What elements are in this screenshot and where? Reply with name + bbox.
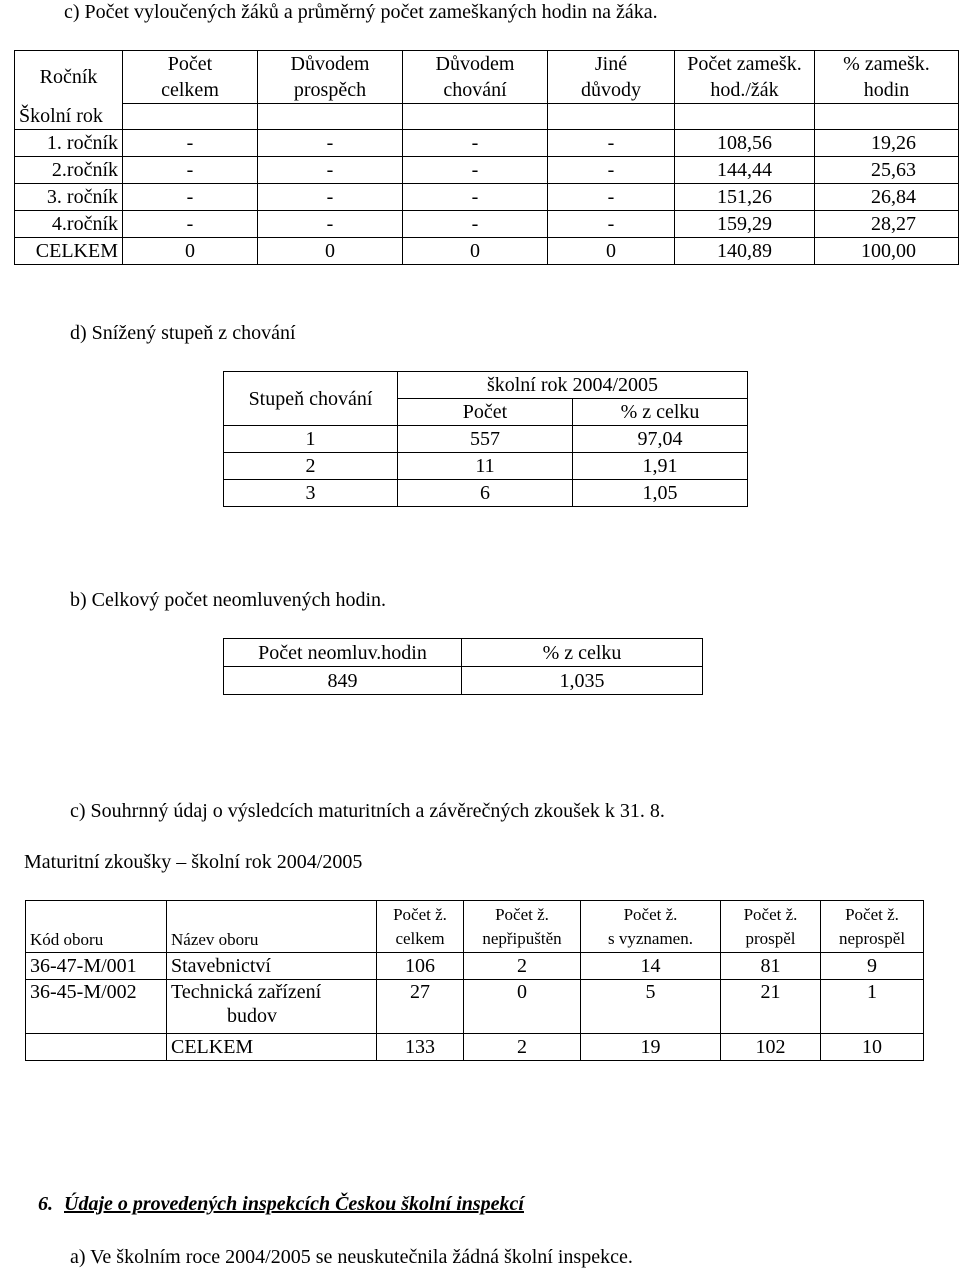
behavior-table: [223, 371, 748, 507]
table-header-row: [15, 51, 959, 104]
header-nazev-oboru: Název oboru: [167, 901, 377, 953]
cell: 106: [377, 953, 464, 980]
cell: 1,05: [573, 480, 748, 507]
cell: 9: [821, 953, 924, 980]
cell: Technická zařízení budov: [167, 980, 377, 1034]
cell: 97,04: [573, 426, 748, 453]
cell: 133: [377, 1034, 464, 1061]
header-proc-z-celku: % z celku: [573, 399, 748, 426]
cell: -: [548, 130, 675, 157]
header-pocet: Počet: [398, 399, 573, 426]
header-pocet-celkem: Počet ž. celkem: [377, 901, 464, 953]
section-b-heading: b) Celkový počet neomluvených hodin.: [70, 589, 387, 611]
cell: 36-47-M/001: [26, 953, 167, 980]
cell: 19,26: [815, 130, 959, 157]
cell: Stavebnictví: [167, 953, 377, 980]
cell: 1. ročník: [15, 130, 123, 157]
cell: -: [403, 211, 548, 238]
table-row: [15, 157, 959, 184]
header-rocnik: Ročník: [15, 51, 123, 104]
cell: 2.ročník: [15, 157, 123, 184]
cell: 19: [581, 1034, 721, 1061]
section-c2-subheading: Maturitní zkoušky – školní rok 2004/2005: [24, 851, 363, 873]
table-row: [26, 953, 924, 980]
table-row: [15, 211, 959, 238]
cell: -: [403, 130, 548, 157]
header-skolni-rok: Školní rok: [15, 104, 123, 130]
cell: 144,44: [675, 157, 815, 184]
cell: 28,27: [815, 211, 959, 238]
section-6-heading: [38, 1192, 524, 1216]
cell: 1: [821, 980, 924, 1034]
section-d-heading: d) Snížený stupeň z chování: [70, 322, 296, 344]
cell: 151,26: [675, 184, 815, 211]
cell: 2: [464, 953, 581, 980]
cell: -: [258, 157, 403, 184]
cell: CELKEM: [167, 1034, 377, 1061]
cell: 5: [581, 980, 721, 1034]
cell: 1,035: [462, 667, 703, 695]
cell: -: [123, 157, 258, 184]
header-pocet-nepripusten: Počet ž. nepřipuštěn: [464, 901, 581, 953]
cell: 2: [224, 453, 398, 480]
cell: 27: [377, 980, 464, 1034]
header-pocet-neprospel: Počet ž. neprospěl: [821, 901, 924, 953]
section-c-heading: c) Počet vyloučených žáků a průměrný počet zameškaných hodin na žáka.: [64, 1, 658, 23]
header-pocet-celkem: Počet celkem: [123, 51, 258, 104]
table-row: [15, 184, 959, 211]
header-pocet-zamesk: Počet zamešk. hod./žák: [675, 51, 815, 104]
table-row: [224, 453, 748, 480]
table-header-row: [15, 104, 959, 130]
cell: -: [403, 184, 548, 211]
header-duvodem-chovani: Důvodem chování: [403, 51, 548, 104]
cell: 140,89: [675, 238, 815, 265]
cell: 0: [548, 238, 675, 265]
cell: [26, 1034, 167, 1061]
table-row-total: [26, 1034, 924, 1061]
header-pocet-neomluv: Počet neomluv.hodin: [224, 639, 462, 667]
cell: -: [548, 157, 675, 184]
cell: 100,00: [815, 238, 959, 265]
cell: 25,63: [815, 157, 959, 184]
section-6-item-a: a) Ve školním roce 2004/2005 se neuskutečnila žádná školní inspekce.: [70, 1246, 633, 1268]
cell: 36-45-M/002: [26, 980, 167, 1034]
section-c2-heading: c) Souhrnný údaj o výsledcích maturitních a závěrečných zkoušek k 31. 8.: [70, 800, 665, 822]
cell: -: [258, 130, 403, 157]
cell: 159,29: [675, 211, 815, 238]
cell: 3. ročník: [15, 184, 123, 211]
exam-results-table: [25, 900, 924, 1061]
cell: -: [123, 211, 258, 238]
cell: 1,91: [573, 453, 748, 480]
cell: -: [548, 211, 675, 238]
header-jine-duvody: Jiné důvody: [548, 51, 675, 104]
table-row: [26, 980, 924, 1034]
section-6-number: 6.: [38, 1193, 53, 1215]
header-pocet-prospel: Počet ž. prospěl: [721, 901, 821, 953]
table-row: [224, 667, 703, 695]
cell: 81: [721, 953, 821, 980]
table-header-row: [26, 901, 924, 953]
section-6-title: Údaje o provedených inspekcích Českou školní inspekcí: [64, 1193, 524, 1215]
cell: 0: [258, 238, 403, 265]
cell: CELKEM: [15, 238, 123, 265]
header-stupen-chovani: Stupeň chování: [224, 372, 398, 426]
table-row: [15, 130, 959, 157]
cell: 108,56: [675, 130, 815, 157]
table-header-row: [224, 639, 703, 667]
header-kod-oboru: Kód oboru: [26, 901, 167, 953]
cell: 6: [398, 480, 573, 507]
absence-table: [14, 50, 959, 265]
cell: -: [123, 130, 258, 157]
cell: 10: [821, 1034, 924, 1061]
cell: -: [123, 184, 258, 211]
cell: -: [403, 157, 548, 184]
table-row: [224, 426, 748, 453]
cell: -: [258, 184, 403, 211]
cell: 0: [123, 238, 258, 265]
header-skolni-rok: školní rok 2004/2005: [398, 372, 748, 399]
cell: 557: [398, 426, 573, 453]
cell: 11: [398, 453, 573, 480]
cell: 0: [464, 980, 581, 1034]
cell: 2: [464, 1034, 581, 1061]
cell: 849: [224, 667, 462, 695]
cell: -: [548, 184, 675, 211]
cell: 26,84: [815, 184, 959, 211]
header-proc-z-celku: % z celku: [462, 639, 703, 667]
table-row-total: [15, 238, 959, 265]
cell: 102: [721, 1034, 821, 1061]
header-pocet-s-vyznamenanim: Počet ž. s vyznamen.: [581, 901, 721, 953]
cell: 21: [721, 980, 821, 1034]
cell: 4.ročník: [15, 211, 123, 238]
cell: 0: [403, 238, 548, 265]
cell: 1: [224, 426, 398, 453]
header-duvodem-prospech: Důvodem prospěch: [258, 51, 403, 104]
header-proc-zamesk: % zamešk. hodin: [815, 51, 959, 104]
cell: -: [258, 211, 403, 238]
table-header-row: [224, 372, 748, 399]
cell: 3: [224, 480, 398, 507]
cell: 14: [581, 953, 721, 980]
unexcused-hours-table: [223, 638, 703, 695]
table-row: [224, 480, 748, 507]
